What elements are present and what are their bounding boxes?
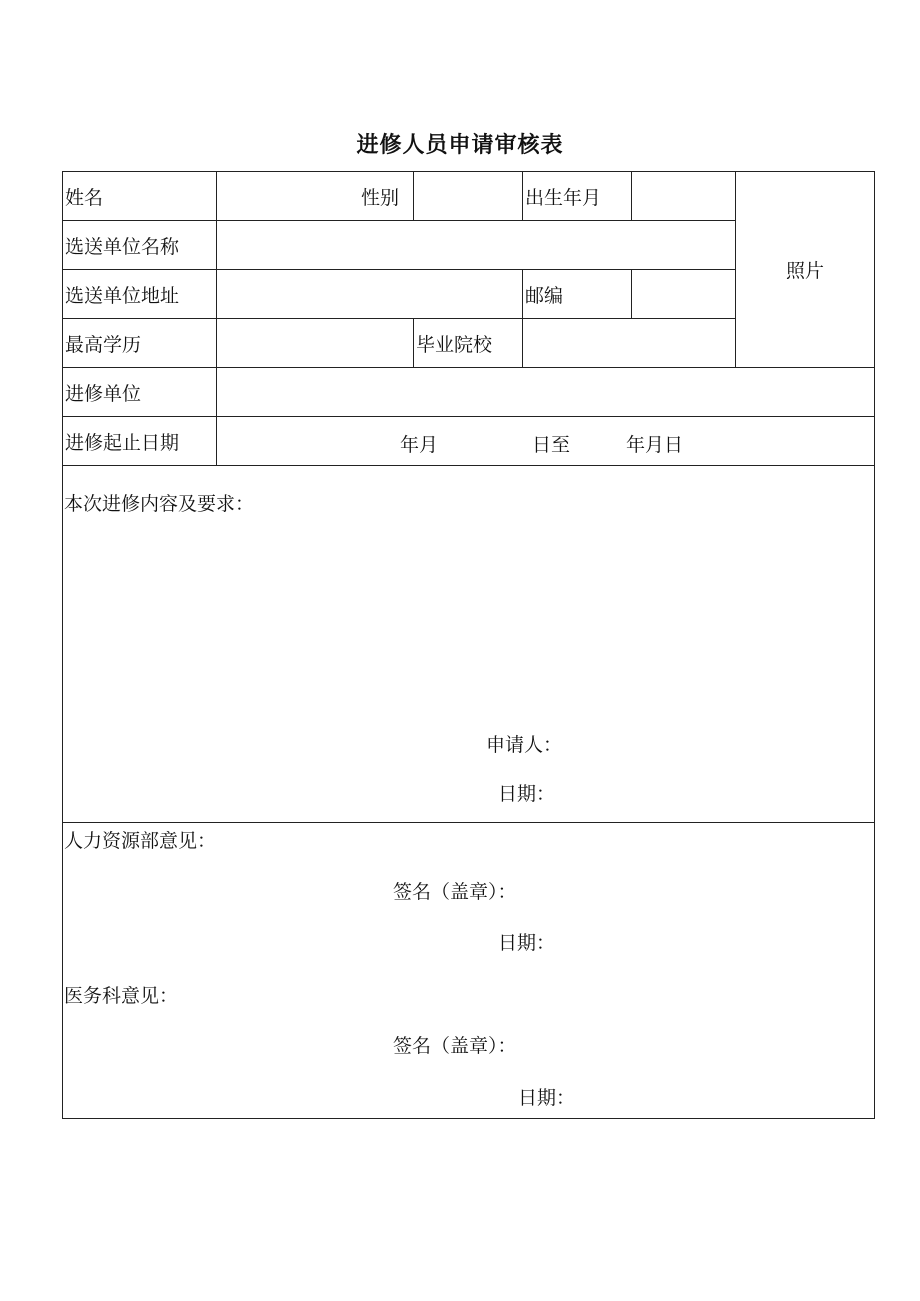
birth-field[interactable]: [632, 172, 736, 221]
medical-date-label: 日期：: [518, 1087, 576, 1109]
date-year-month-day: 年月日: [626, 434, 684, 456]
content-section[interactable]: [63, 466, 875, 823]
medical-signature-label: 签名（盖章）：: [393, 1035, 517, 1057]
applicant-date-label: 日期：: [498, 783, 556, 805]
applicant-label: 申请人：: [486, 734, 563, 756]
name-label: 姓名: [63, 172, 217, 221]
hr-signature-label: 签名（盖章）：: [393, 881, 517, 903]
study-unit-field[interactable]: [217, 368, 875, 417]
date-year-month: 年月: [400, 434, 439, 456]
study-dates-field[interactable]: [217, 417, 875, 466]
gender-label: 性别: [217, 172, 414, 221]
unit-address-field[interactable]: [217, 270, 523, 319]
date-day-to: 日至: [532, 434, 571, 456]
application-form-table: [62, 171, 875, 1119]
hr-heading: 人力资源部意见：: [64, 830, 217, 852]
gender-field[interactable]: [414, 172, 523, 221]
birth-label: 出生年月: [523, 172, 632, 221]
medical-heading: 医务科意见：: [64, 985, 179, 1007]
page-title: 进修人员申请审核表: [356, 133, 564, 158]
study-dates-label: 进修起止日期: [63, 417, 217, 466]
hr-date-label: 日期：: [498, 932, 556, 954]
education-field[interactable]: [217, 319, 414, 368]
photo-label: 照片: [785, 260, 824, 282]
unit-name-label: 选送单位名称: [63, 221, 217, 270]
study-unit-label: 进修单位: [63, 368, 217, 417]
school-field[interactable]: [523, 319, 736, 368]
content-heading: 本次进修内容及要求：: [64, 493, 255, 515]
photo-box[interactable]: [736, 172, 875, 368]
unit-name-field[interactable]: [217, 221, 736, 270]
school-label: 毕业院校: [414, 319, 523, 368]
unit-address-label: 选送单位地址: [63, 270, 217, 319]
postcode-field[interactable]: [632, 270, 736, 319]
opinion-section[interactable]: [63, 823, 875, 1119]
postcode-label: 邮编: [523, 270, 632, 319]
education-label: 最高学历: [63, 319, 217, 368]
